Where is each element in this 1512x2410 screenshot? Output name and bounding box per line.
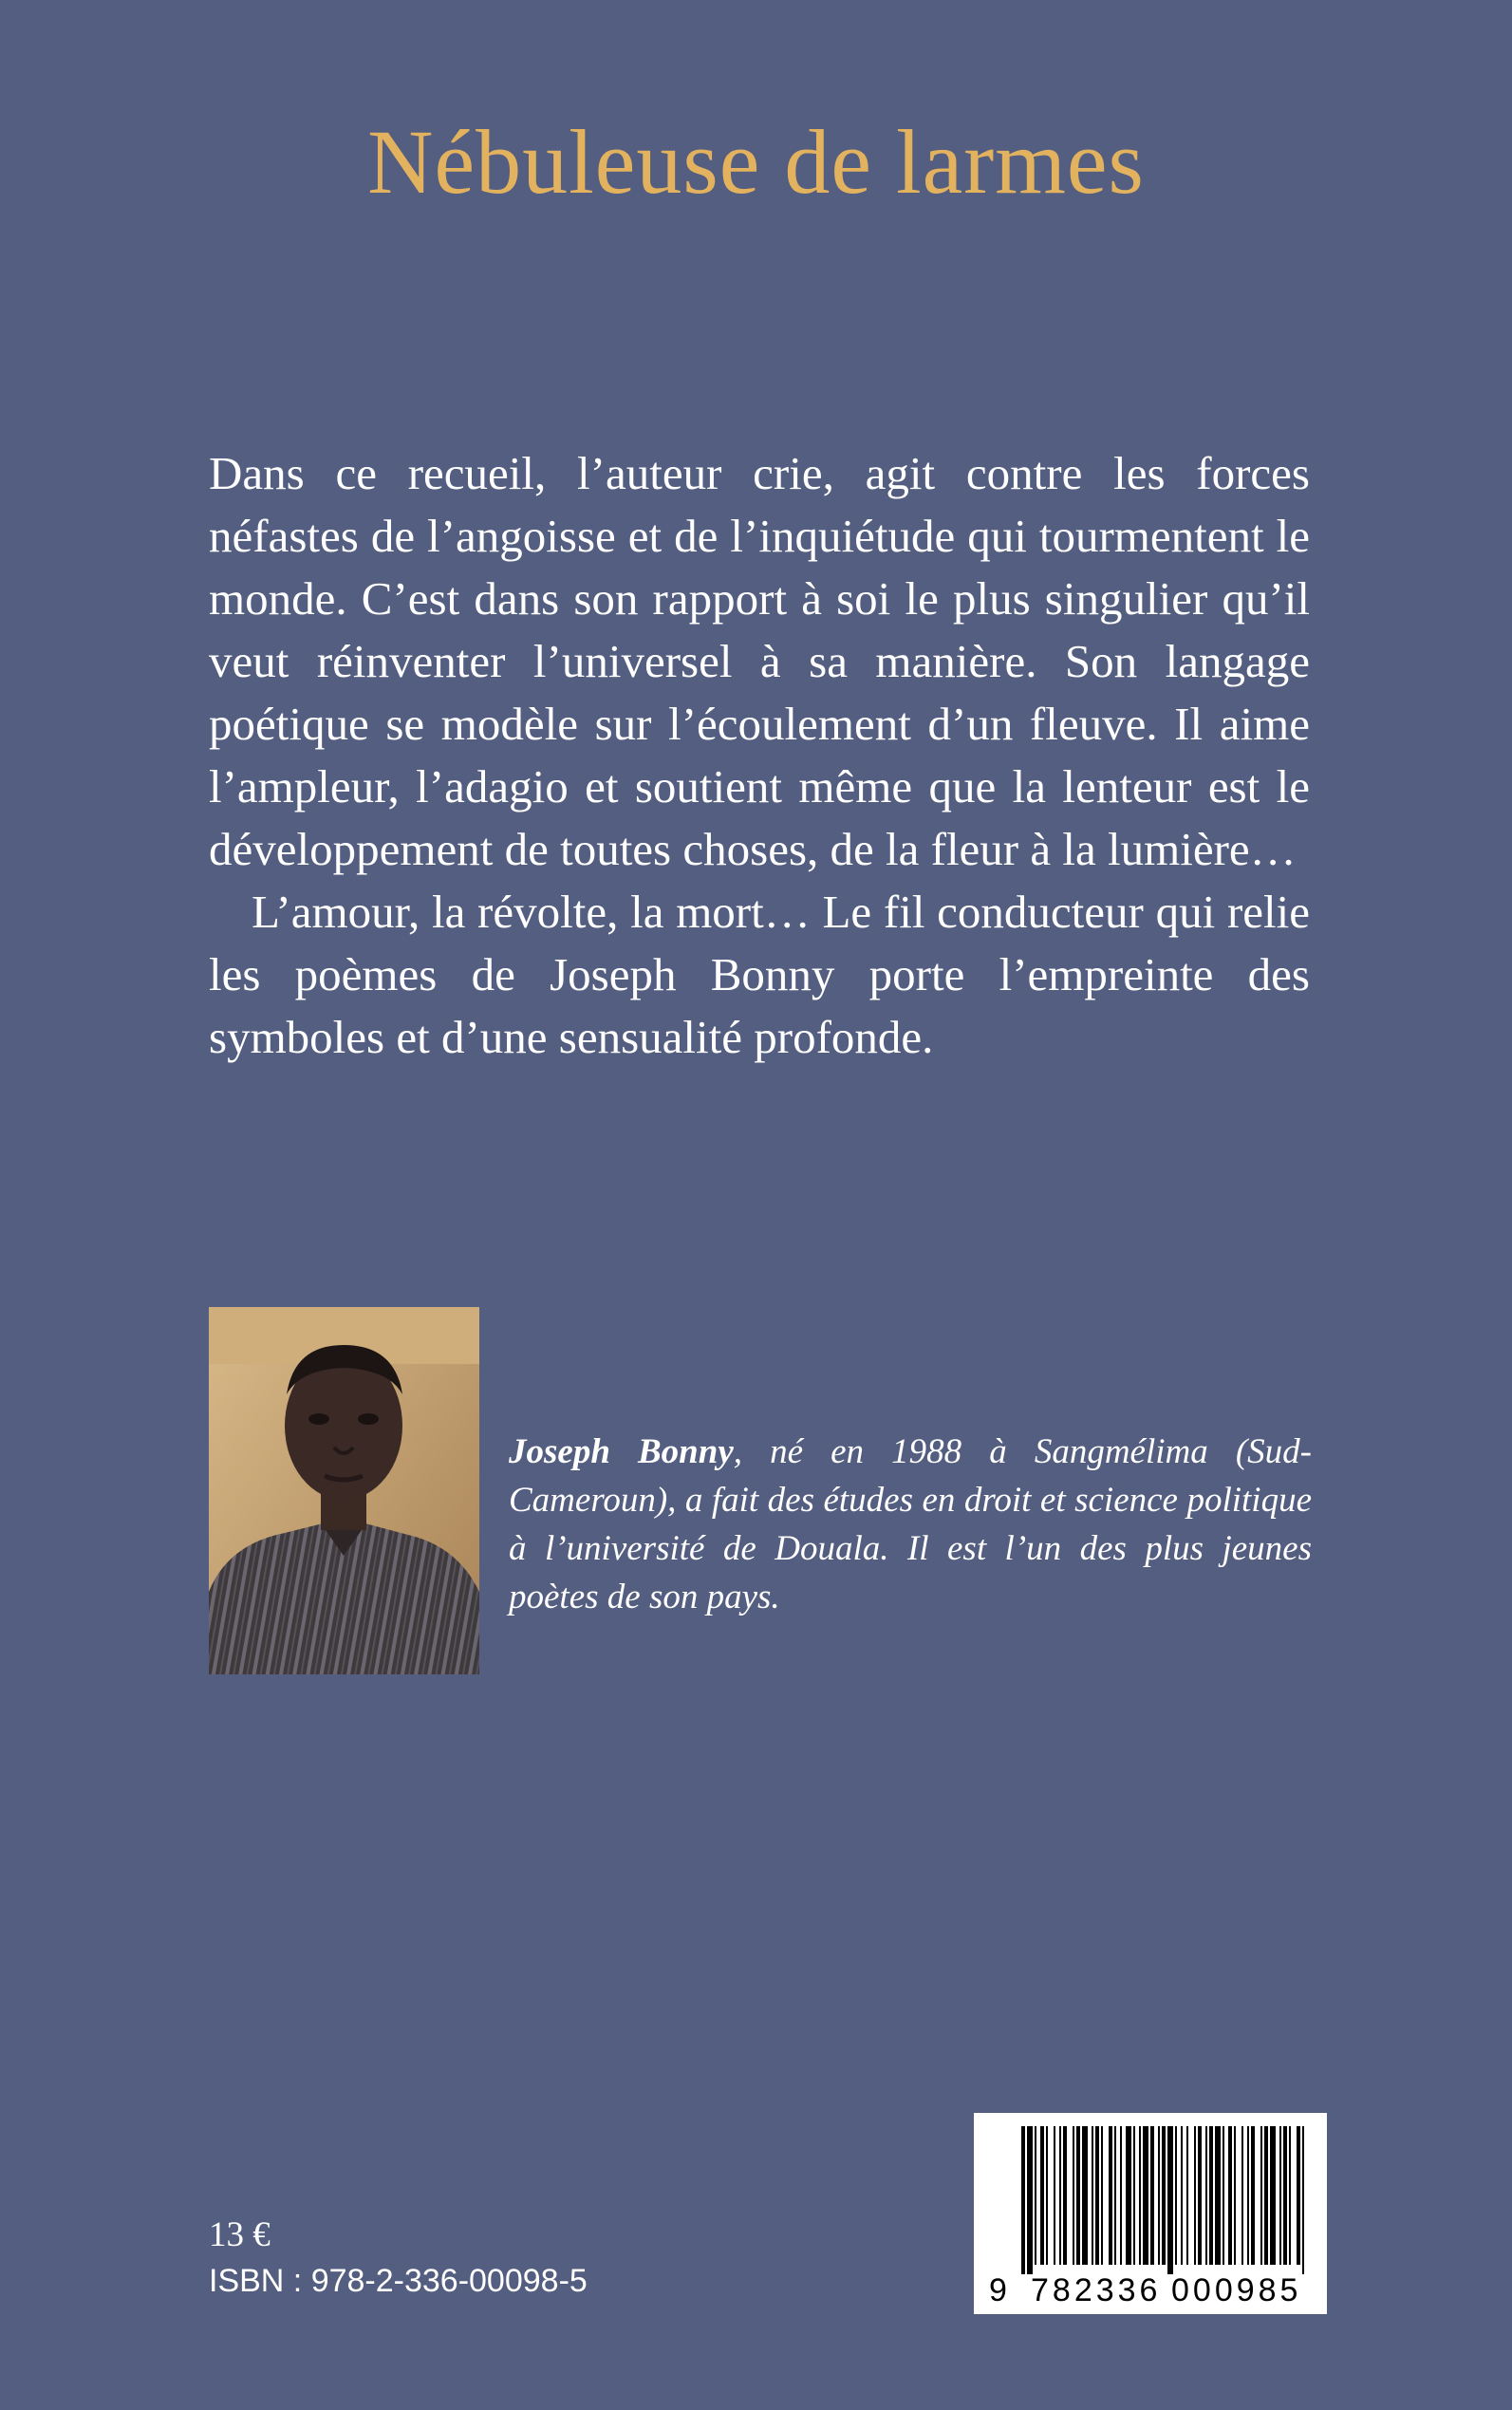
- blurb-paragraph-1: Dans ce recueil, l’auteur crie, agit contre les forces néfastes de l’angoisse et de l’inquiétude qui tourmentent le monde. C’est dans son rapport à soi le plus singulier qu’il veut réinventer l’universel à sa manière. Son langage poétique se modèle sur l’écoulement d’un fleuve. Il aime l’ampleur, l’adagio et soutient même que la lenteur est le développement de toutes choses, de la fleur à la lumière…: [209, 447, 1310, 875]
- barcode-bar: [1114, 2126, 1116, 2265]
- barcode-graphic: [974, 2113, 1327, 2314]
- barcode-bar: [1139, 2126, 1141, 2265]
- barcode-bar: [1167, 2126, 1173, 2274]
- barcode-bar: [1279, 2126, 1281, 2265]
- barcode-bar: [1073, 2126, 1074, 2265]
- book-title: Nébuleuse de larmes: [367, 111, 1145, 213]
- barcode-bar: [1046, 2126, 1048, 2265]
- isbn-barcode: [974, 2113, 1327, 2314]
- barcode-bar: [1059, 2126, 1061, 2265]
- barcode-bar: [1162, 2126, 1166, 2265]
- barcode-bar: [1297, 2126, 1300, 2265]
- barcode-digit-first: 9: [989, 2272, 1007, 2308]
- barcode-bar: [1247, 2126, 1249, 2265]
- isbn-label: ISBN : 978-2-336-00098-5: [209, 2263, 588, 2299]
- barcode-bar: [1209, 2126, 1213, 2265]
- barcode-bar: [1251, 2126, 1255, 2265]
- barcode-digits-right: 000985: [1171, 2272, 1302, 2308]
- barcode-bar: [1126, 2126, 1131, 2265]
- barcode-bar: [1205, 2126, 1207, 2265]
- barcode-bar: [1289, 2126, 1291, 2265]
- barcode-bar: [1302, 2126, 1304, 2274]
- barcode-bar: [1092, 2126, 1093, 2265]
- author-portrait-illustration: [209, 1307, 479, 1674]
- barcode-bar: [1270, 2126, 1276, 2265]
- barcode-bar: [1264, 2126, 1268, 2265]
- barcode-bar: [1021, 2126, 1025, 2274]
- barcode-bar: [1175, 2126, 1177, 2265]
- author-bio: [509, 1428, 1312, 1621]
- barcode-bar: [1054, 2126, 1055, 2265]
- barcode-bar: [1223, 2126, 1224, 2265]
- blurb-paragraph-2: L’amour, la révolte, la mort… Le fil conducteur qui relie les poèmes de Joseph Bonny porte l’empreinte des symboles et d’une sensualité profonde.: [209, 886, 1310, 1063]
- barcode-bar: [1150, 2126, 1154, 2265]
- barcode-bar: [1181, 2126, 1183, 2265]
- barcode-bar: [1120, 2126, 1122, 2265]
- barcode-bar: [1133, 2126, 1135, 2265]
- barcode-digits-left: 782336: [1031, 2272, 1162, 2308]
- barcode-bar: [1241, 2126, 1243, 2265]
- barcode-bar: [1194, 2126, 1196, 2265]
- barcode-bar: [1040, 2126, 1044, 2265]
- barcode-bar: [1143, 2126, 1148, 2265]
- barcode-bar: [1198, 2126, 1202, 2265]
- price-label: 13 €: [209, 2215, 271, 2254]
- barcode-bar: [1035, 2126, 1036, 2265]
- barcode-bar: [1283, 2126, 1287, 2265]
- barcode-bar: [1027, 2126, 1033, 2274]
- barcode-bar: [1234, 2126, 1236, 2265]
- author-bio-text: , né en 1988 à Sangmélima (Sud-Cameroun), a fait des études en droit et science politique à l’université de Douala. Il est l’un des plus jeunes poètes de son pays.: [509, 1432, 1313, 1616]
- barcode-bar: [1076, 2126, 1080, 2265]
- back-cover-blurb: [209, 442, 1310, 1069]
- barcode-bar: [1095, 2126, 1099, 2265]
- barcode-bar: [1063, 2126, 1067, 2265]
- barcode-bar: [1215, 2126, 1221, 2265]
- barcode-bar: [1109, 2126, 1112, 2265]
- barcode-bar: [1260, 2126, 1262, 2265]
- barcode-bars: [1021, 2126, 1304, 2274]
- barcode-bar: [1101, 2126, 1103, 2265]
- author-name: Joseph Bonny: [509, 1432, 734, 1471]
- author-photo: [209, 1307, 479, 1674]
- barcode-bar: [1082, 2126, 1088, 2265]
- barcode-bar: [1186, 2126, 1188, 2265]
- barcode-bar: [1158, 2126, 1160, 2265]
- barcode-bar: [1228, 2126, 1232, 2265]
